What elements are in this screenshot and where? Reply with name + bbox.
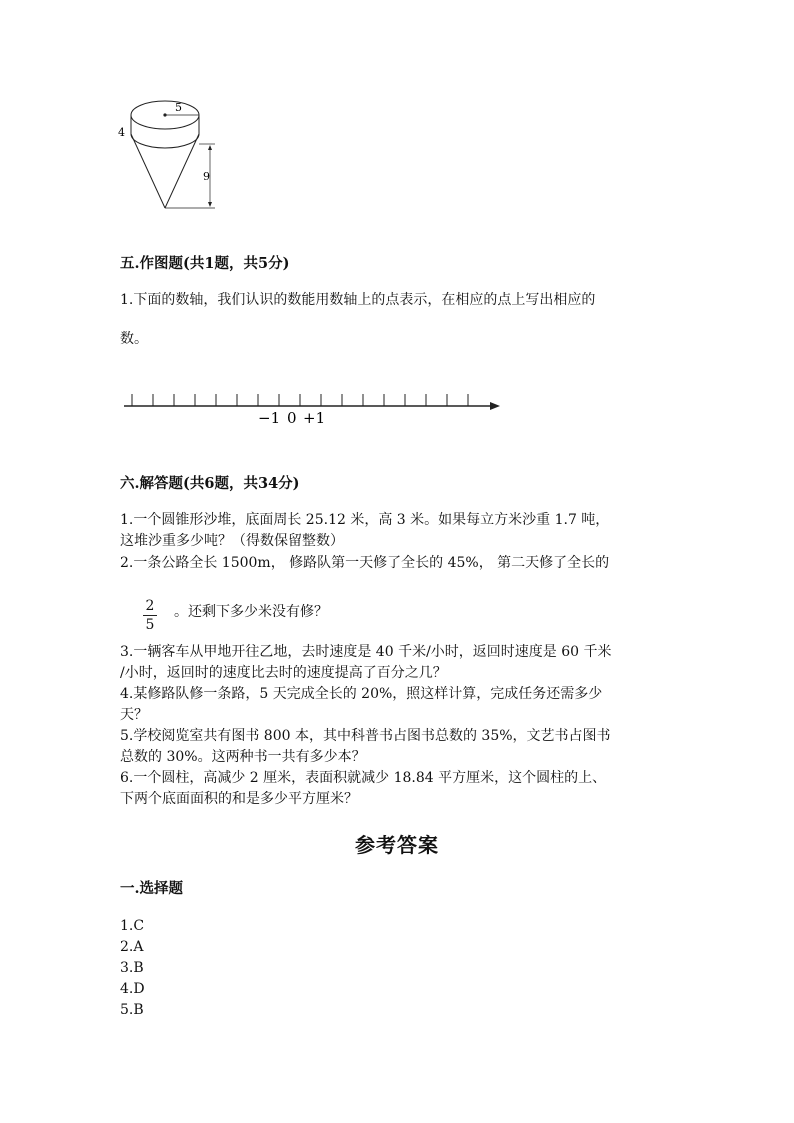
answer-item-4: 4.D — [120, 981, 145, 997]
section6-q3-line1: 3.一辆客车从甲地开往乙地，去时速度是 40 千米/小时，返回时速度是 60 千米 — [120, 644, 612, 660]
cone-height-label: 9 — [203, 170, 210, 183]
cylinder-height-label: 4 — [118, 126, 125, 139]
fraction-numerator: 2 — [145, 598, 155, 614]
section5-heading: 五.作图题(共1题，共5分) — [120, 255, 290, 272]
fraction-two-fifths — [143, 598, 157, 633]
section6-q4-line1: 4.某修路队修一条路，5 天完成全长的 20%，照这样计算，完成任务还需多少 — [120, 686, 603, 702]
section6-q2-line1: 2.一条公路全长 1500m， 修路队第一天修了全长的 45%， 第二天修了全长的 — [120, 555, 610, 571]
section5-q1-line1: 1.下面的数轴，我们认识的数能用数轴上的点表示，在相应的点上写出相应的 — [120, 292, 596, 308]
section6-q6-line1: 6.一个圆柱，高减少 2 厘米，表面积就减少 18.84 平方厘米，这个圆柱的上、 — [120, 770, 607, 786]
cylinder-cone-figure — [112, 92, 222, 217]
answer-item-5: 5.B — [120, 1002, 144, 1018]
section5-q1-line2: 数。 — [120, 331, 148, 347]
number-line-ticks — [132, 394, 468, 406]
axis-label-minus-one: −1 — [258, 409, 281, 427]
section6-q1-line1: 1.一个圆锥形沙堆，底面周长 25.12 米，高 3 米。如果每立方米沙重 1.7 吨， — [120, 512, 610, 528]
number-line — [118, 388, 508, 428]
axis-label-zero: 0 — [287, 409, 297, 427]
answers-section1-heading: 一.选择题 — [120, 880, 184, 897]
radius-label: 5 — [175, 101, 182, 114]
answers-title: 参考答案 — [355, 833, 439, 857]
section6-q6-line2: 下两个底面面积的和是多少平方厘米？ — [120, 791, 358, 807]
answer-item-3: 3.B — [120, 960, 144, 976]
section6-q5-line2: 总数的 30%。这两种书一共有多少本？ — [120, 749, 366, 765]
section6-q1-line2: 这堆沙重多少吨？（得数保留整数） — [120, 533, 344, 549]
section6-q2-line2: 。还剩下多少米没有修？ — [174, 604, 328, 620]
fraction-denominator: 5 — [145, 617, 155, 633]
answer-item-2: 2.A — [120, 939, 144, 955]
section6-q5-line1: 5.学校阅览室共有图书 800 本，其中科普书占图书总数的 35%，文艺书占图书 — [120, 728, 611, 744]
axis-label-plus-one: +1 — [303, 409, 326, 427]
section6-q4-line2: 天？ — [120, 707, 148, 723]
section6-q3-line2: /小时，返回时的速度比去时的速度提高了百分之几？ — [120, 665, 447, 681]
answer-item-1: 1.C — [120, 918, 145, 934]
section6-heading: 六.解答题(共6题，共34分) — [120, 475, 300, 492]
